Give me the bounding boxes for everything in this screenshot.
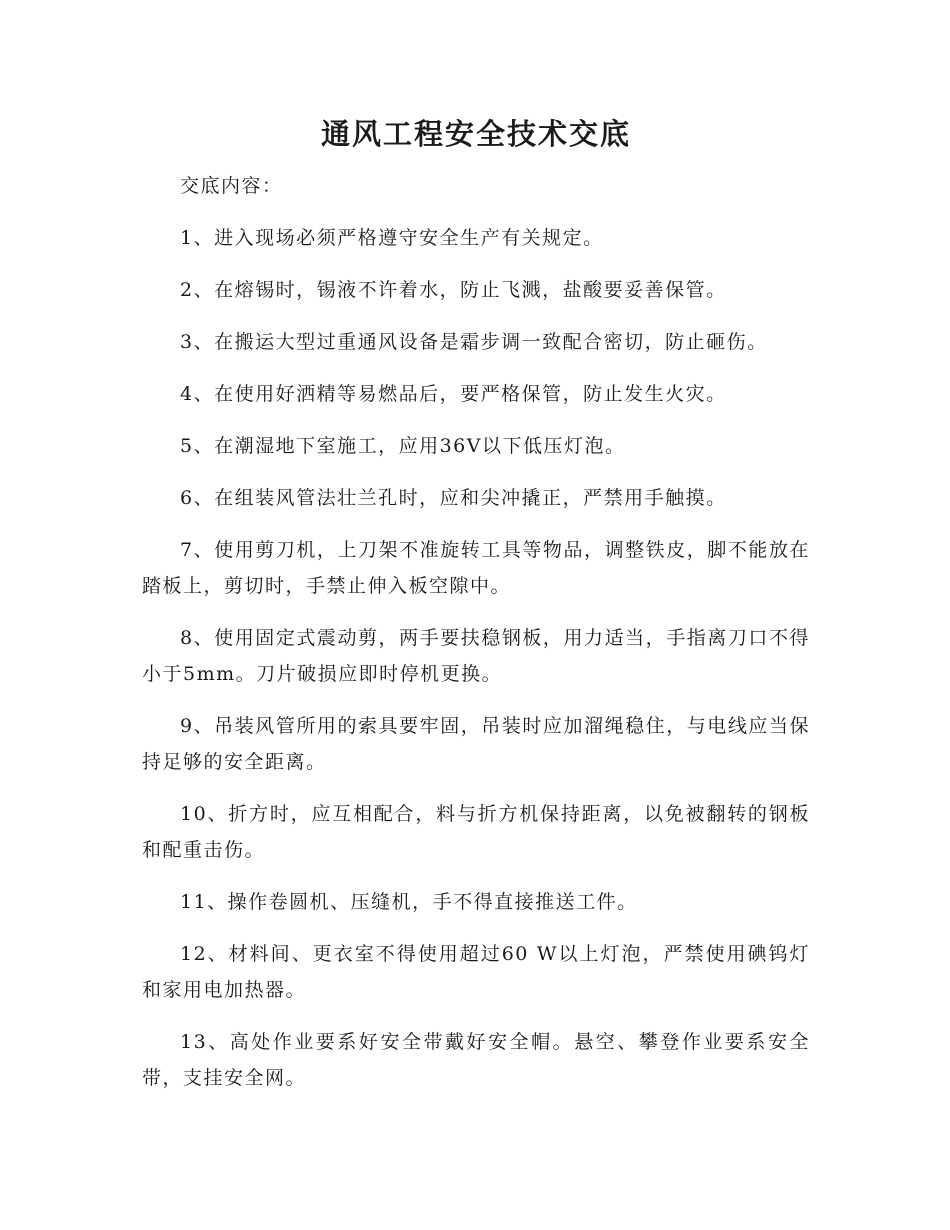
list-item: 6、在组装风管法壮兰孔时，应和尖冲撬正，严禁用手触摸。 [180, 487, 727, 509]
list-item: 7、使用剪刀机，上刀架不准旋转工具等物品，调整铁皮，脚不能放在踏板上，剪切时，手禁止伸入板空隙中。 [142, 539, 810, 597]
list-item: 1、进入现场必须严格遵守安全生产有关规定。 [180, 227, 604, 249]
intro-label: 交底内容： [180, 175, 283, 197]
document-title: 通风工程安全技术交底 [320, 117, 631, 151]
list-item: 4、在使用好洒精等易燃品后，要严格保管，防止发生火灾。 [180, 383, 727, 405]
list-item: 12、材料间、更衣室不得使用超过60 W以上灯泡，严禁使用碘钨灯和家用电加热器。 [142, 943, 810, 1001]
list-item: 10、折方时，应互相配合，料与折方机保持距离，以免被翻转的钢板和配重击伤。 [142, 803, 810, 861]
list-item: 13、高处作业要系好安全带戴好安全帽。悬空、攀登作业要系安全带，支挂安全网。 [142, 1031, 810, 1089]
list-item: 2、在熔锡时，锡液不许着水，防止飞溅，盐酸要妥善保管。 [180, 279, 727, 301]
list-item: 5、在潮湿地下室施工，应用36V以下低压灯泡。 [180, 435, 626, 457]
list-item: 8、使用固定式震动剪，两手要扶稳钢板，用力适当，手指离刀口不得小于5mm。刀片破损应即时停机更换。 [142, 627, 810, 685]
list-item: 11、操作卷圆机、压缝机，手不得直接推送工件。 [180, 891, 638, 913]
list-item: 9、吊装风管所用的索具要牢固，吊装时应加溜绳稳住，与电线应当保持足够的安全距离。 [142, 715, 810, 773]
document-page [142, 110, 810, 1112]
list-item: 3、在搬运大型过重通风设备是霜步调一致配合密切，防止砸伤。 [180, 331, 768, 353]
